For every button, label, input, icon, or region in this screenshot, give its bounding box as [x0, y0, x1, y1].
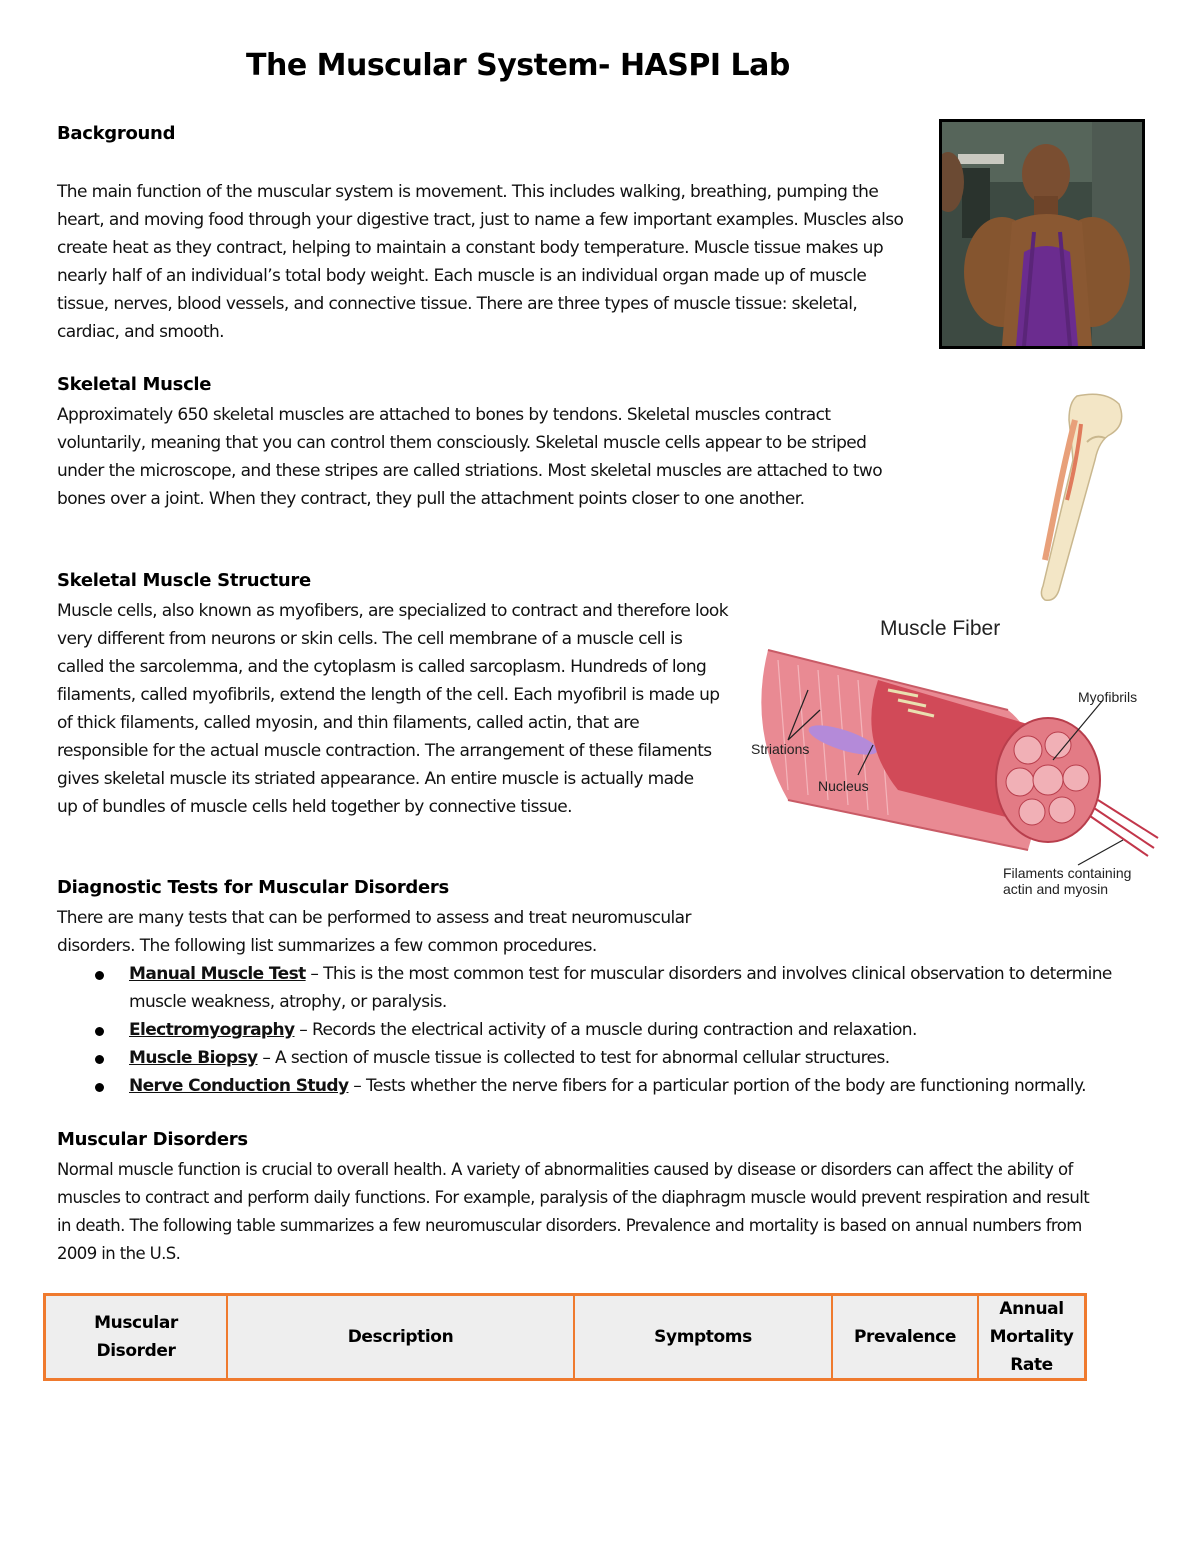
arm-bone-illustration [1015, 390, 1135, 605]
column-header-mortality: Annual Mortality Rate [989, 1299, 1074, 1375]
bullet-icon [95, 1027, 104, 1036]
text-line: under the microscope, and these stripes are called striations. Most skeletal muscles are attached to two [57, 461, 882, 481]
test-description: – Records the electrical activity of a muscle during contraction and relaxation. [294, 1020, 917, 1040]
text-line: filaments, called myofibrils, extend the length of the cell. Each myofibril is made up [57, 685, 720, 705]
test-term: Manual Muscle Test [129, 964, 306, 984]
list-item [57, 1072, 1157, 1100]
structure-heading: Skeletal Muscle Structure [57, 570, 311, 591]
text-line: voluntarily, meaning that you can control them consciously. Skeletal muscle cells appear to be striped [57, 433, 867, 453]
text-line: tissue, nerves, blood vessels, and connective tissue. There are three types of muscle tissue: skeletal, [57, 294, 858, 314]
text-line: up of bundles of muscle cells held together by connective tissue. [57, 797, 572, 817]
text-line: muscles to contract and perform daily functions. For example, paralysis of the diaphragm muscle would prevent respiration and result [57, 1188, 1090, 1207]
text-line: gives skeletal muscle its striated appearance. An entire muscle is actually made [57, 769, 694, 789]
disorders-table-header [43, 1293, 1087, 1381]
text-line: Muscle cells, also known as myofibers, are specialized to contract and therefore look [57, 601, 728, 621]
text-line: of thick filaments, called myosin, and thin filaments, called actin, that are [57, 713, 640, 733]
column-header-prevalence: Prevalence [833, 1296, 979, 1378]
disorders-heading: Muscular Disorders [57, 1129, 248, 1150]
skeletal-muscle-paragraph [57, 401, 937, 513]
text-line: Approximately 650 skeletal muscles are attached to bones by tendons. Skeletal muscles contract [57, 405, 831, 425]
text-line: Normal muscle function is crucial to overall health. A variety of abnormalities caused by disease or disorders can affect the ability of [57, 1160, 1073, 1179]
text-line: very different from neurons or skin cells. The cell membrane of a muscle cell is [57, 629, 683, 649]
test-description-cont: muscle weakness, atrophy, or paralysis. [129, 992, 447, 1012]
list-item [57, 1016, 1157, 1044]
text-line: create heat as they contract, helping to maintain a constant body temperature. Muscle tissue makes up [57, 238, 884, 258]
column-header-symptoms: Symptoms [575, 1296, 833, 1378]
text-line: The main function of the muscular system is movement. This includes walking, breathing, pumping the [57, 182, 879, 202]
test-term: Nerve Conduction Study [129, 1076, 349, 1096]
muscular-man-photo [939, 119, 1145, 349]
column-header-description: Description [228, 1296, 575, 1378]
column-header-disorder: Muscular Disorder [46, 1296, 228, 1378]
bullet-icon [95, 1083, 104, 1092]
test-term: Electromyography [129, 1020, 295, 1040]
text-line: called the sarcolemma, and the cytoplasm is called sarcoplasm. Hundreds of long [57, 657, 707, 677]
text-line: 2009 in the U.S. [57, 1244, 181, 1263]
background-paragraph [57, 178, 927, 346]
list-item [57, 960, 1157, 1016]
diagnostic-test-list [57, 960, 1157, 1100]
filaments-label-line1: Filaments containing [1003, 865, 1132, 881]
test-description: – Tests whether the nerve fibers for a particular portion of the body are functioning normally. [348, 1076, 1086, 1096]
list-item [57, 1044, 1157, 1072]
structure-paragraph [57, 597, 757, 821]
figure-title: Muscle Fiber [880, 617, 1001, 640]
muscle-fiber-diagram [748, 610, 1168, 905]
test-description: – A section of muscle tissue is collected to test for abnormal cellular structures. [257, 1048, 890, 1068]
diagnostic-block [57, 904, 1157, 1100]
filaments-label-line2: actin and myosin [1003, 881, 1109, 897]
myofibrils-label: Myofibrils [1078, 689, 1138, 705]
striations-label: Striations [751, 741, 810, 757]
text-line: cardiac, and smooth. [57, 322, 224, 342]
test-description: – This is the most common test for muscular disorders and involves clinical observation to determine [305, 964, 1112, 984]
text-line: There are many tests that can be performed to assess and treat neuromuscular [57, 908, 691, 928]
test-term: Muscle Biopsy [129, 1048, 258, 1068]
skeletal-muscle-heading: Skeletal Muscle [57, 374, 212, 395]
text-line: bones over a joint. When they contract, they pull the attachment points closer to one another. [57, 489, 805, 509]
diagnostic-heading: Diagnostic Tests for Muscular Disorders [57, 877, 449, 898]
nucleus-label: Nucleus [818, 778, 869, 794]
bullet-icon [95, 971, 104, 980]
text-line: nearly half of an individual’s total body weight. Each muscle is an individual organ made up of muscle [57, 266, 867, 286]
text-line: in death. The following table summarizes a few neuromuscular disorders. Prevalence and mortality is based on annual numbers from [57, 1216, 1082, 1235]
disorders-paragraph [57, 1156, 1167, 1268]
background-heading: Background [57, 123, 176, 144]
page-title: The Muscular System- HASPI Lab [246, 48, 790, 83]
text-line: disorders. The following list summarizes a few common procedures. [57, 936, 597, 956]
bullet-icon [95, 1055, 104, 1064]
text-line: heart, and moving food through your digestive tract, just to name a few important examples. Muscles also [57, 210, 904, 230]
text-line: responsible for the actual muscle contraction. The arrangement of these filaments [57, 741, 712, 761]
